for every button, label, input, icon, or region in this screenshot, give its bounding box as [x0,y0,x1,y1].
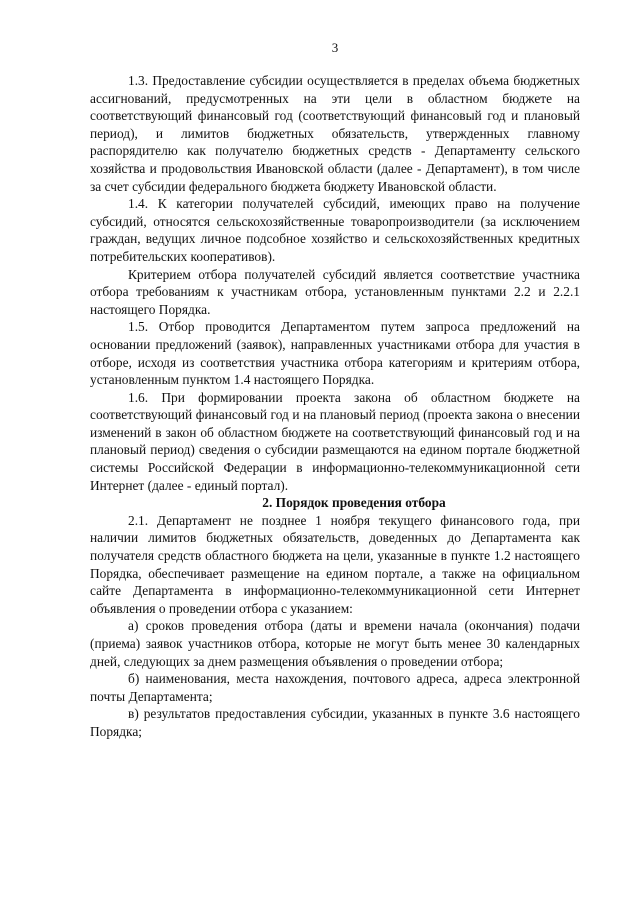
page-number: 3 [331,40,339,55]
list-item-v: в) результатов предоставления субсидии, указанных в пункте 3.6 настоящего Порядка; [90,706,580,739]
paragraph-1-4: 1.4. К категории получателей субсидий, имеющих право на получение субсидий, относятся сельскохозяйственные товаропроизводители (за исключением граждан, ведущих личное подсобное хозяйство и сельскохозяйственных кредитных потребительских кооперативов). [90,196,580,264]
paragraph-criterion: Критерием отбора получателей субсидий является соответствие участника отбора требованиям к участникам отбора, установленным пунктами 2.2 и 2.2.1 настоящего Порядка. [90,266,580,317]
paragraph-1-5: 1.5. Отбор проводится Департаментом путем запроса предложений на основании предложений (заявок), направленных участниками отбора для участия в отборе, исходя из соответствия участника отбора категориям и критериям отбора, установленным пунктом 1.4 настоящего Порядка. [90,319,580,388]
paragraph-1-3: 1.3. Предоставление субсидии осуществляется в пределах объема бюджетных ассигнований, предусмотренных на эти цели в областном бюджете на соответствующий финансовый год (соответствующий финансовый год и плановый период), и лимитов бюджетных обязательств, утвержденных главному распорядителю как получателю бюджетных средств - Департаменту сельского хозяйства и продовольствия Ивановской области (далее - Департамент), в том числе за счет субсидии федерального бюджета бюджету Ивановской области. [90,73,580,194]
document-body [90,72,580,741]
section-heading: 2. Порядок проведения отбора [262,495,446,511]
list-item-b: б) наименования, места нахождения, почтового адреса, адреса электронной почты Департамента; [90,671,580,704]
paragraph-2-1: 2.1. Департамент не позднее 1 ноября текущего финансового года, при наличии лимитов бюджетных обязательств, доведенных до Департамента как получателя средств областного бюджета на цели, указанные в пункте 1.2 настоящего Порядка, обеспечивает размещение на едином портале, а также на официальном сайте Департамента в информационно-телекоммуникационной сети Интернет объявления о проведении отбора с указанием: [90,512,580,616]
paragraph-1-6: 1.6. При формировании проекта закона об областном бюджете на соответствующий финансовый год и на плановый период (проекта закона о внесении изменений в закон об областном бюджете на соответствующий финансовый год и на плановый период) сведения о субсидии размещаются на едином портале бюджетной системы Российской Федерации в информационно-телекоммуникационной сети Интернет (далее - единый портал). [90,389,580,493]
list-item-a: а) сроков проведения отбора (даты и времени начала (окончания) подачи (приема) заявок участников отбора, которые не могут быть менее 30 календарных дней, следующих за днем размещения объявления о проведении отбора; [90,618,580,669]
